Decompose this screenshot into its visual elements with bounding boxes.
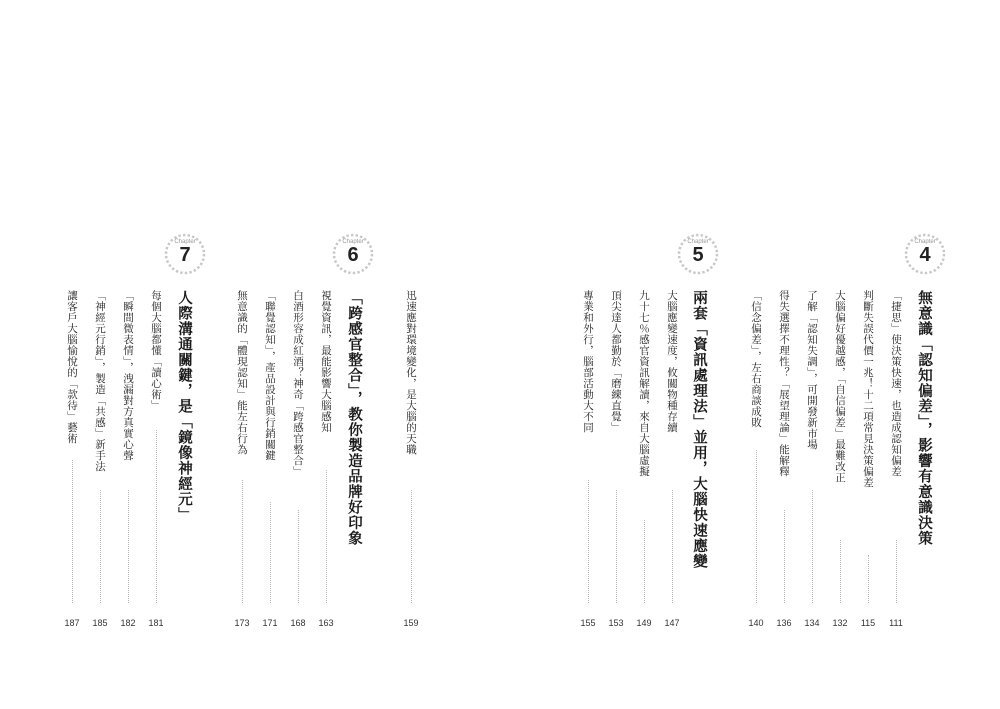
toc-entry[interactable]: 頂尖達人都勤於「磨練直覺」 153 xyxy=(608,290,624,628)
page-number: 111 xyxy=(889,618,903,628)
chapter-label: Chapter xyxy=(687,239,709,245)
dot-leader xyxy=(896,540,897,603)
dot-leader xyxy=(616,490,617,603)
dot-leader xyxy=(784,510,785,603)
dot-leader xyxy=(588,480,589,603)
page-number: 159 xyxy=(403,618,419,628)
toc-entry[interactable]: 「瞬間微表情」，洩漏對方真實心聲 182 xyxy=(120,290,136,628)
dot-leader xyxy=(242,480,243,603)
page-number: 132 xyxy=(832,618,848,628)
chapter-title[interactable]: 「跨感官整合」，教你製造品牌好印象 xyxy=(346,290,362,547)
page-number: 147 xyxy=(664,618,680,628)
dot-leader xyxy=(128,490,129,603)
toc-entry[interactable]: 迅速應對環境變化，是大腦的天職 159 xyxy=(403,290,419,628)
toc-entry[interactable]: 無意識的「體現認知」能左右行為 173 xyxy=(234,290,250,628)
toc-entry[interactable]: 「信念偏差」，左右商談成敗 140 xyxy=(748,290,764,628)
toc-entry[interactable]: 「神經元行銷」，製造「共感」新手法 185 xyxy=(92,290,108,628)
chapter-title[interactable]: 兩套「資訊處理法」並用，大腦快速應變 xyxy=(691,290,707,569)
chapter-number: 5 xyxy=(692,244,704,266)
chapter-number: 4 xyxy=(919,244,931,266)
chapter-7-badge xyxy=(163,232,207,276)
dot-leader xyxy=(72,460,73,603)
dot-leader xyxy=(672,490,673,603)
toc-entry[interactable]: 「聯覺認知」，產品設計與行銷關鍵 171 xyxy=(262,290,278,628)
toc-entry[interactable]: 「捷思」使決策快速，也造成認知偏差 111 xyxy=(889,290,903,628)
chapter-title[interactable]: 無意識「認知偏差」，影響有意識決策 xyxy=(916,290,932,547)
page-number: 115 xyxy=(860,618,876,628)
chapter-5-badge xyxy=(676,232,720,276)
chapter-title[interactable]: 人際溝通關鍵，是「鏡像神經元」 xyxy=(176,290,192,523)
page-number: 173 xyxy=(234,618,250,628)
chapter-label: Chapter xyxy=(174,239,196,245)
toc-entry[interactable]: 白酒形容成紅酒？神奇「跨感官整合」 168 xyxy=(290,290,306,628)
dot-leader xyxy=(326,470,327,603)
page-number: 134 xyxy=(804,618,820,628)
toc-entry[interactable]: 大腦應變速度，攸關物種存續 147 xyxy=(664,290,680,628)
toc-entry[interactable]: 專業和外行，腦部活動大不同 155 xyxy=(580,290,596,628)
page-number: 168 xyxy=(290,618,306,628)
chapter-number: 6 xyxy=(347,244,359,266)
dot-leader xyxy=(298,510,299,603)
dot-leader xyxy=(812,490,813,603)
dot-leader xyxy=(756,450,757,603)
dot-leader xyxy=(156,430,157,603)
page-number: 182 xyxy=(120,618,136,628)
chapter-number: 7 xyxy=(179,244,191,266)
dot-leader xyxy=(411,490,412,603)
page-number: 149 xyxy=(636,618,652,628)
dot-leader xyxy=(270,502,271,603)
toc-entry[interactable]: 九十七％感官資訊解讀，來自大腦虛擬 149 xyxy=(636,290,652,628)
page-number: 185 xyxy=(92,618,108,628)
page-number: 187 xyxy=(64,618,80,628)
toc-entry[interactable]: 讓客戶大腦愉悅的「款待」藝術 187 xyxy=(64,290,80,628)
chapter-6-badge xyxy=(331,232,375,276)
toc-entry[interactable]: 大腦偏好優越感，「自信偏差」最難改正 132 xyxy=(832,290,848,628)
page-number: 163 xyxy=(318,618,334,628)
page-number: 136 xyxy=(776,618,792,628)
dot-leader xyxy=(644,520,645,603)
dot-leader xyxy=(100,490,101,603)
page-number: 181 xyxy=(148,618,164,628)
page-number: 153 xyxy=(608,618,624,628)
dot-leader xyxy=(840,540,841,603)
toc-entry[interactable]: 判斷失誤代價一兆！十二項常見決策偏差 115 xyxy=(860,290,876,628)
chapter-label: Chapter xyxy=(914,239,936,245)
dot-leader xyxy=(868,555,869,603)
toc-entry[interactable]: 每個大腦都懂「讀心術」 181 xyxy=(148,290,164,628)
page-number: 155 xyxy=(580,618,596,628)
page-number: 171 xyxy=(262,618,278,628)
toc-entry[interactable]: 得失選擇不理性？「展望理論」能解釋 136 xyxy=(776,290,792,628)
toc-entry[interactable]: 了解「認知失調」，可開發新市場 134 xyxy=(804,290,820,628)
page-number: 140 xyxy=(748,618,764,628)
toc-entry[interactable]: 視覺資訊，最能影響大腦感知 163 xyxy=(318,290,334,628)
chapter-label: Chapter xyxy=(342,239,364,245)
chapter-4-badge xyxy=(903,232,947,276)
